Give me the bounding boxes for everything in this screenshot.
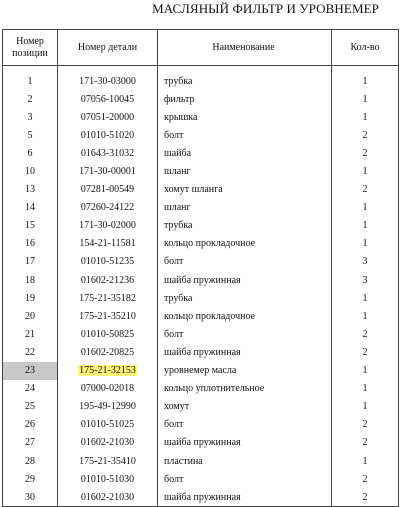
cell-quantity: 1 — [332, 90, 399, 108]
table-header — [3, 30, 399, 66]
table-row — [3, 434, 399, 452]
cell-position: 6 — [3, 144, 58, 162]
cell-position: 3 — [3, 108, 58, 126]
table-row — [3, 181, 399, 199]
cell-quantity: 2 — [332, 343, 399, 361]
parts-table — [2, 29, 399, 507]
cell-name: болт — [158, 126, 332, 144]
table-row — [3, 470, 399, 488]
cell-position: 27 — [3, 434, 58, 452]
cell-name: кольцо прокладочное — [158, 235, 332, 253]
cell-name: шайба пружинная — [158, 488, 332, 507]
cell-position: 1 — [3, 66, 58, 91]
table-body — [3, 66, 399, 507]
cell-quantity: 1 — [332, 380, 399, 398]
cell-name: трубка — [158, 217, 332, 235]
table-row — [3, 144, 399, 162]
cell-part-number: 01643-31032 — [58, 144, 158, 162]
table-row — [3, 343, 399, 361]
cell-quantity: 1 — [332, 162, 399, 180]
document-title: МАСЛЯНЫЙ ФИЛЬТР И УРОВНЕМЕР — [152, 1, 379, 16]
cell-quantity: 1 — [332, 289, 399, 307]
cell-part-number: 01010-51030 — [58, 470, 158, 488]
cell-quantity: 2 — [332, 488, 399, 507]
cell-name: хомут — [158, 398, 332, 416]
cell-name: фильтр — [158, 90, 332, 108]
cell-part-number: 07056-10045 — [58, 90, 158, 108]
cell-quantity: 1 — [332, 452, 399, 470]
cell-position: 5 — [3, 126, 58, 144]
cell-part-number: 154-21-11581 — [58, 235, 158, 253]
cell-name: кольцо уплотнительное — [158, 380, 332, 398]
header-name: Наименование — [158, 30, 332, 66]
cell-name: болт — [158, 470, 332, 488]
cell-quantity: 2 — [332, 434, 399, 452]
table-row — [3, 162, 399, 180]
cell-position: 22 — [3, 343, 58, 361]
table-row — [3, 66, 399, 91]
header-quantity: Кол-во — [332, 30, 399, 66]
table-row — [3, 217, 399, 235]
table-row — [3, 307, 399, 325]
table-row — [3, 108, 399, 126]
table-row — [3, 199, 399, 217]
cell-name: уровнемер масла — [158, 362, 332, 380]
highlighted-part-number: 175-21-32153 — [79, 365, 136, 377]
cell-quantity: 2 — [332, 325, 399, 343]
header-position: Номер позиции — [3, 30, 58, 66]
cell-part-number: 07051-20000 — [58, 108, 158, 126]
table-row — [3, 380, 399, 398]
table-row — [3, 126, 399, 144]
cell-name: кольцо прокладочное — [158, 307, 332, 325]
cell-quantity: 2 — [332, 181, 399, 199]
cell-part-number: 195-49-12990 — [58, 398, 158, 416]
table-row — [3, 398, 399, 416]
cell-name: шланг — [158, 199, 332, 217]
cell-position: 20 — [3, 307, 58, 325]
cell-position: 30 — [3, 488, 58, 507]
cell-quantity: 1 — [332, 235, 399, 253]
table-row — [3, 90, 399, 108]
cell-quantity: 1 — [332, 108, 399, 126]
cell-position: 15 — [3, 217, 58, 235]
cell-position: 26 — [3, 416, 58, 434]
cell-name: пластина — [158, 452, 332, 470]
cell-part-number: 01010-51235 — [58, 253, 158, 271]
table-row — [3, 289, 399, 307]
table-row — [3, 452, 399, 470]
cell-position: 16 — [3, 235, 58, 253]
cell-name: болт — [158, 325, 332, 343]
cell-name: шайба пружинная — [158, 343, 332, 361]
cell-position: 29 — [3, 470, 58, 488]
cell-position: 13 — [3, 181, 58, 199]
cell-part-number: 07000-02018 — [58, 380, 158, 398]
cell-position: 25 — [3, 398, 58, 416]
cell-name: шайба — [158, 144, 332, 162]
cell-part-number: 171-30-03000 — [58, 66, 158, 91]
cell-position: 18 — [3, 271, 58, 289]
cell-part-number: 171-30-00001 — [58, 162, 158, 180]
cell-position: 23 — [3, 362, 58, 380]
cell-part-number: 175-21-35182 — [58, 289, 158, 307]
cell-part-number: 01602-21030 — [58, 434, 158, 452]
cell-position: 21 — [3, 325, 58, 343]
table-row — [3, 416, 399, 434]
cell-part-number: 01010-50825 — [58, 325, 158, 343]
cell-name: болт — [158, 253, 332, 271]
cell-part-number: 01010-51025 — [58, 416, 158, 434]
cell-name: трубка — [158, 289, 332, 307]
cell-part-number: 07281-00549 — [58, 181, 158, 199]
cell-position: 19 — [3, 289, 58, 307]
cell-part-number: 01602-21236 — [58, 271, 158, 289]
cell-part-number: 01602-21030 — [58, 488, 158, 507]
cell-quantity: 1 — [332, 307, 399, 325]
cell-position: 2 — [3, 90, 58, 108]
cell-quantity: 3 — [332, 271, 399, 289]
cell-name: шайба пружинная — [158, 271, 332, 289]
cell-part-number: 01602-20825 — [58, 343, 158, 361]
cell-position: 10 — [3, 162, 58, 180]
cell-name: шланг — [158, 162, 332, 180]
cell-quantity: 2 — [332, 416, 399, 434]
cell-quantity: 1 — [332, 66, 399, 91]
cell-quantity: 2 — [332, 126, 399, 144]
table-row — [3, 488, 399, 507]
cell-name: шайба пружинная — [158, 434, 332, 452]
cell-part-number: 175-21-35210 — [58, 307, 158, 325]
cell-quantity: 1 — [332, 398, 399, 416]
cell-part-number: 171-30-02000 — [58, 217, 158, 235]
cell-quantity: 2 — [332, 470, 399, 488]
cell-name: болт — [158, 416, 332, 434]
table-row — [3, 362, 399, 380]
cell-quantity: 1 — [332, 199, 399, 217]
cell-quantity: 3 — [332, 253, 399, 271]
cell-position: 28 — [3, 452, 58, 470]
table-row — [3, 271, 399, 289]
cell-name: трубка — [158, 66, 332, 91]
cell-position: 24 — [3, 380, 58, 398]
cell-name: крышка — [158, 108, 332, 126]
header-part-number: Номер детали — [58, 30, 158, 66]
cell-part-number: 01010-51020 — [58, 126, 158, 144]
cell-quantity: 1 — [332, 362, 399, 380]
table-row — [3, 325, 399, 343]
cell-quantity: 1 — [332, 217, 399, 235]
cell-position: 14 — [3, 199, 58, 217]
cell-part-number — [58, 362, 158, 380]
cell-name: хомут шланга — [158, 181, 332, 199]
table-row — [3, 235, 399, 253]
cell-quantity: 2 — [332, 144, 399, 162]
cell-position: 17 — [3, 253, 58, 271]
cell-part-number: 07260-24122 — [58, 199, 158, 217]
cell-part-number: 175-21-35410 — [58, 452, 158, 470]
table-row — [3, 253, 399, 271]
